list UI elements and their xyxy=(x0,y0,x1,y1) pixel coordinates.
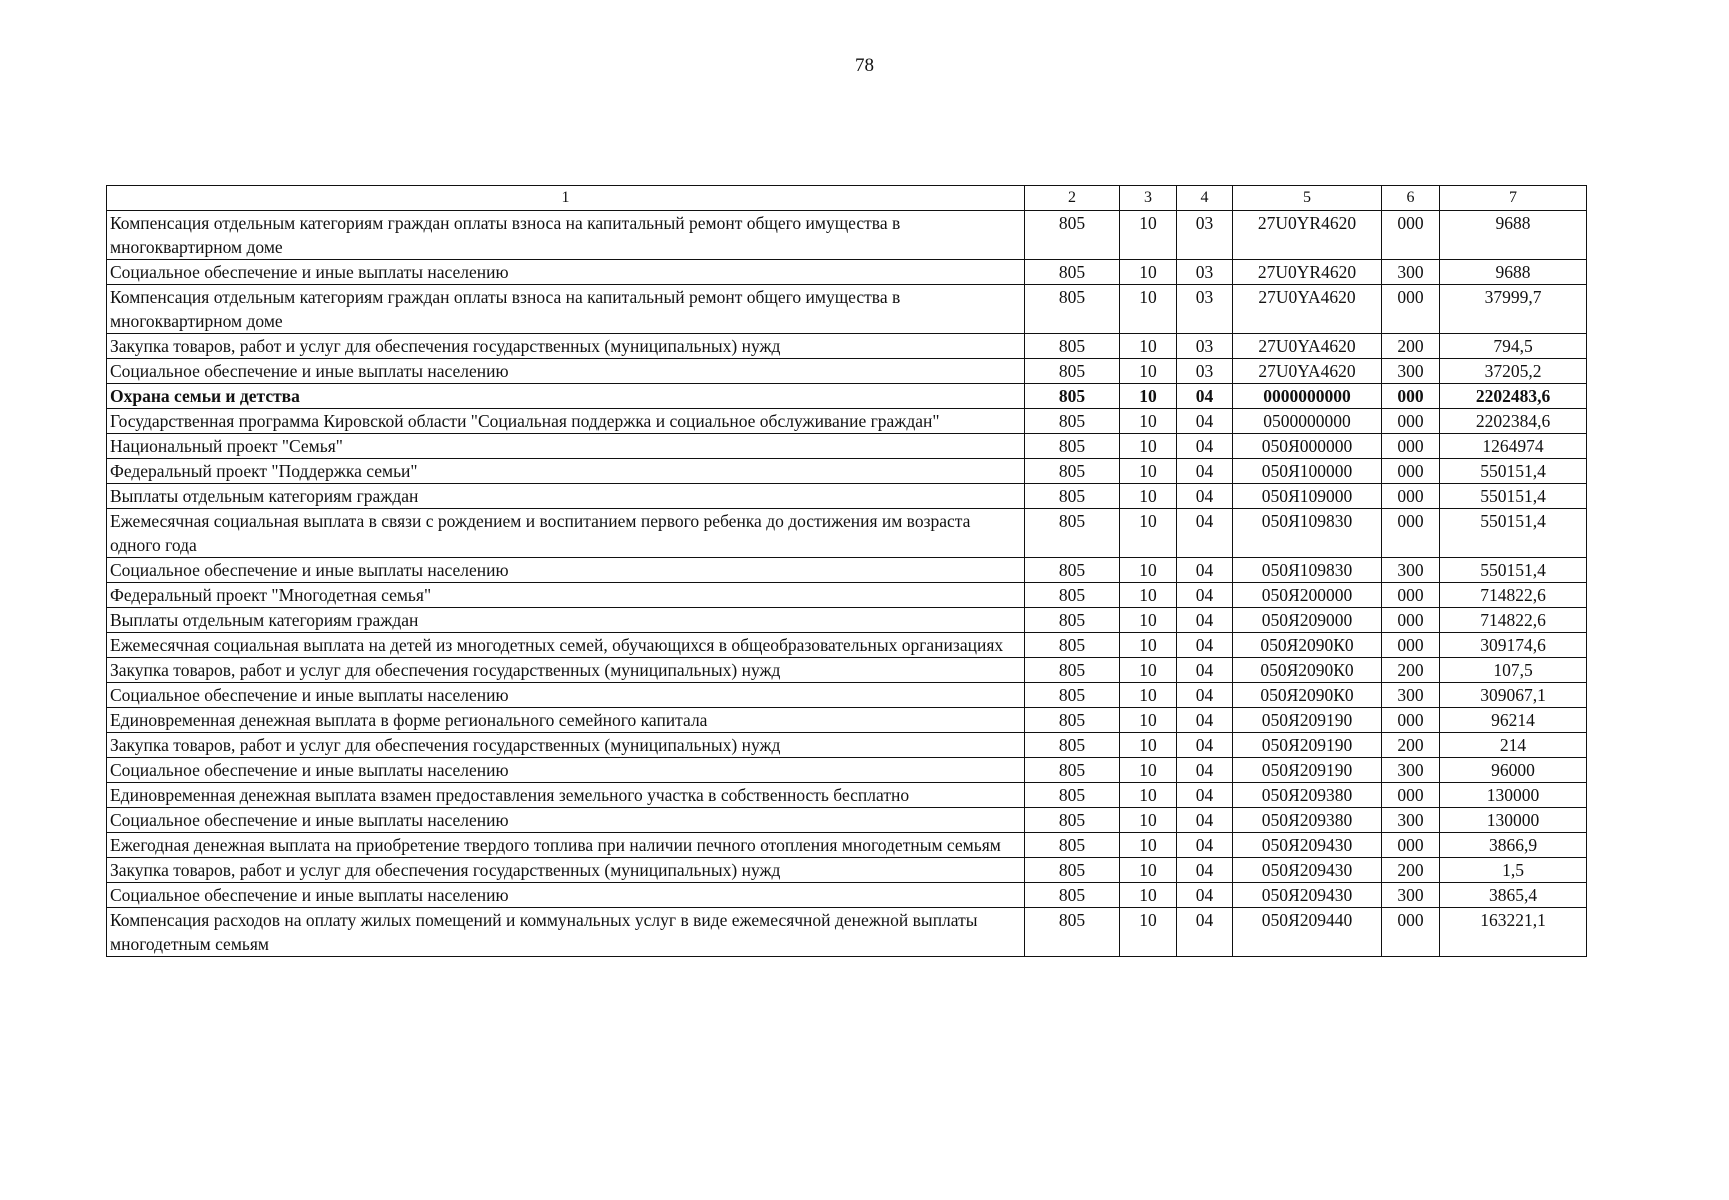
row-name: Ежемесячная социальная выплата в связи с рождением и воспитанием первого ребенка до достижения им возраста одного года xyxy=(107,509,1025,558)
cell-ministry-code: 805 xyxy=(1025,260,1120,285)
cell-amount: 96000 xyxy=(1440,758,1587,783)
table-row xyxy=(107,260,1587,285)
cell-expense-type: 000 xyxy=(1382,509,1440,558)
cell-expense-type: 300 xyxy=(1382,883,1440,908)
cell-section: 10 xyxy=(1120,908,1177,957)
row-name: Национальный проект "Семья" xyxy=(107,434,1025,459)
cell-ministry-code: 805 xyxy=(1025,285,1120,334)
cell-section: 10 xyxy=(1120,334,1177,359)
cell-expense-type: 000 xyxy=(1382,285,1440,334)
cell-target-article: 050Я2090К0 xyxy=(1233,658,1382,683)
cell-section: 10 xyxy=(1120,808,1177,833)
cell-subsection: 03 xyxy=(1177,211,1233,260)
header-col-5: 5 xyxy=(1233,186,1382,211)
cell-expense-type: 300 xyxy=(1382,359,1440,384)
header-col-2: 2 xyxy=(1025,186,1120,211)
cell-target-article: 050Я000000 xyxy=(1233,434,1382,459)
table-row xyxy=(107,658,1587,683)
cell-expense-type: 000 xyxy=(1382,484,1440,509)
table-row xyxy=(107,758,1587,783)
row-name: Закупка товаров, работ и услуг для обеспечения государственных (муниципальных) нужд xyxy=(107,658,1025,683)
cell-expense-type: 000 xyxy=(1382,608,1440,633)
row-name: Социальное обеспечение и иные выплаты населению xyxy=(107,683,1025,708)
row-name: Единовременная денежная выплата в форме регионального семейного капитала xyxy=(107,708,1025,733)
cell-amount: 2202384,6 xyxy=(1440,409,1587,434)
cell-subsection: 04 xyxy=(1177,858,1233,883)
cell-subsection: 04 xyxy=(1177,833,1233,858)
cell-subsection: 04 xyxy=(1177,708,1233,733)
cell-ministry-code: 805 xyxy=(1025,583,1120,608)
cell-expense-type: 300 xyxy=(1382,260,1440,285)
cell-subsection: 04 xyxy=(1177,783,1233,808)
cell-expense-type: 000 xyxy=(1382,708,1440,733)
cell-ministry-code: 805 xyxy=(1025,608,1120,633)
table-row xyxy=(107,359,1587,384)
cell-subsection: 04 xyxy=(1177,808,1233,833)
cell-subsection: 03 xyxy=(1177,285,1233,334)
cell-section: 10 xyxy=(1120,260,1177,285)
cell-target-article: 050Я109830 xyxy=(1233,509,1382,558)
cell-ministry-code: 805 xyxy=(1025,633,1120,658)
cell-amount: 214 xyxy=(1440,733,1587,758)
cell-amount: 550151,4 xyxy=(1440,459,1587,484)
cell-target-article: 050Я209190 xyxy=(1233,733,1382,758)
cell-ministry-code: 805 xyxy=(1025,409,1120,434)
cell-target-article: 0000000000 xyxy=(1233,384,1382,409)
cell-section: 10 xyxy=(1120,384,1177,409)
cell-expense-type: 000 xyxy=(1382,211,1440,260)
cell-amount: 714822,6 xyxy=(1440,583,1587,608)
cell-amount: 37205,2 xyxy=(1440,359,1587,384)
cell-subsection: 04 xyxy=(1177,608,1233,633)
row-name: Социальное обеспечение и иные выплаты населению xyxy=(107,260,1025,285)
cell-expense-type: 000 xyxy=(1382,583,1440,608)
cell-expense-type: 200 xyxy=(1382,658,1440,683)
cell-amount: 550151,4 xyxy=(1440,558,1587,583)
cell-target-article: 27U0YA4620 xyxy=(1233,359,1382,384)
cell-section: 10 xyxy=(1120,509,1177,558)
table-row xyxy=(107,285,1587,334)
cell-subsection: 04 xyxy=(1177,409,1233,434)
cell-target-article: 050Я209430 xyxy=(1233,858,1382,883)
table-row xyxy=(107,683,1587,708)
cell-section: 10 xyxy=(1120,783,1177,808)
cell-target-article: 050Я2090К0 xyxy=(1233,683,1382,708)
table-row xyxy=(107,334,1587,359)
cell-expense-type: 300 xyxy=(1382,808,1440,833)
cell-subsection: 03 xyxy=(1177,260,1233,285)
row-name: Социальное обеспечение и иные выплаты населению xyxy=(107,558,1025,583)
cell-target-article: 27U0YA4620 xyxy=(1233,285,1382,334)
table-row xyxy=(107,509,1587,558)
cell-section: 10 xyxy=(1120,683,1177,708)
table-row xyxy=(107,434,1587,459)
cell-amount: 130000 xyxy=(1440,808,1587,833)
cell-section: 10 xyxy=(1120,758,1177,783)
cell-amount: 714822,6 xyxy=(1440,608,1587,633)
cell-amount: 107,5 xyxy=(1440,658,1587,683)
cell-ministry-code: 805 xyxy=(1025,484,1120,509)
cell-amount: 37999,7 xyxy=(1440,285,1587,334)
cell-amount: 550151,4 xyxy=(1440,509,1587,558)
cell-section: 10 xyxy=(1120,658,1177,683)
cell-ministry-code: 805 xyxy=(1025,808,1120,833)
cell-amount: 1264974 xyxy=(1440,434,1587,459)
cell-ministry-code: 805 xyxy=(1025,833,1120,858)
budget-table xyxy=(106,185,1587,957)
row-name: Социальное обеспечение и иные выплаты населению xyxy=(107,808,1025,833)
row-name: Закупка товаров, работ и услуг для обеспечения государственных (муниципальных) нужд xyxy=(107,733,1025,758)
cell-expense-type: 200 xyxy=(1382,858,1440,883)
cell-ministry-code: 805 xyxy=(1025,359,1120,384)
cell-target-article: 050Я209430 xyxy=(1233,833,1382,858)
header-row xyxy=(107,186,1587,211)
cell-expense-type: 300 xyxy=(1382,558,1440,583)
cell-expense-type: 000 xyxy=(1382,783,1440,808)
table-row xyxy=(107,908,1587,957)
cell-subsection: 04 xyxy=(1177,758,1233,783)
table-row xyxy=(107,808,1587,833)
cell-amount: 2202483,6 xyxy=(1440,384,1587,409)
cell-expense-type: 300 xyxy=(1382,758,1440,783)
cell-ministry-code: 805 xyxy=(1025,334,1120,359)
table-row xyxy=(107,384,1587,409)
cell-ministry-code: 805 xyxy=(1025,708,1120,733)
cell-ministry-code: 805 xyxy=(1025,908,1120,957)
cell-amount: 1,5 xyxy=(1440,858,1587,883)
cell-target-article: 050Я209380 xyxy=(1233,808,1382,833)
cell-amount: 9688 xyxy=(1440,260,1587,285)
table-row xyxy=(107,733,1587,758)
cell-section: 10 xyxy=(1120,409,1177,434)
cell-expense-type: 000 xyxy=(1382,459,1440,484)
table-body xyxy=(107,211,1587,957)
table-row xyxy=(107,783,1587,808)
cell-target-article: 050Я209000 xyxy=(1233,608,1382,633)
table-row xyxy=(107,633,1587,658)
cell-target-article: 050Я109830 xyxy=(1233,558,1382,583)
cell-subsection: 04 xyxy=(1177,633,1233,658)
cell-section: 10 xyxy=(1120,359,1177,384)
cell-target-article: 050Я100000 xyxy=(1233,459,1382,484)
cell-target-article: 27U0YA4620 xyxy=(1233,334,1382,359)
table-row xyxy=(107,583,1587,608)
table-row xyxy=(107,608,1587,633)
cell-section: 10 xyxy=(1120,733,1177,758)
cell-expense-type: 000 xyxy=(1382,384,1440,409)
cell-section: 10 xyxy=(1120,583,1177,608)
cell-section: 10 xyxy=(1120,708,1177,733)
table-row xyxy=(107,833,1587,858)
cell-target-article: 050Я200000 xyxy=(1233,583,1382,608)
cell-target-article: 0500000000 xyxy=(1233,409,1382,434)
row-name: Компенсация отдельным категориям граждан оплаты взноса на капитальный ремонт общего имущества в многоквартирном доме xyxy=(107,285,1025,334)
cell-target-article: 27U0YR4620 xyxy=(1233,211,1382,260)
cell-target-article: 050Я209190 xyxy=(1233,758,1382,783)
row-name: Социальное обеспечение и иные выплаты населению xyxy=(107,758,1025,783)
table-row xyxy=(107,459,1587,484)
cell-amount: 9688 xyxy=(1440,211,1587,260)
cell-section: 10 xyxy=(1120,434,1177,459)
cell-subsection: 04 xyxy=(1177,683,1233,708)
cell-subsection: 04 xyxy=(1177,583,1233,608)
cell-ministry-code: 805 xyxy=(1025,858,1120,883)
cell-target-article: 050Я209190 xyxy=(1233,708,1382,733)
cell-expense-type: 000 xyxy=(1382,833,1440,858)
cell-expense-type: 000 xyxy=(1382,908,1440,957)
cell-amount: 309067,1 xyxy=(1440,683,1587,708)
table-row xyxy=(107,858,1587,883)
cell-amount: 309174,6 xyxy=(1440,633,1587,658)
cell-amount: 3865,4 xyxy=(1440,883,1587,908)
row-name: Закупка товаров, работ и услуг для обеспечения государственных (муниципальных) нужд xyxy=(107,858,1025,883)
table-row xyxy=(107,883,1587,908)
cell-subsection: 04 xyxy=(1177,459,1233,484)
table-row xyxy=(107,409,1587,434)
header-col-1: 1 xyxy=(107,186,1025,211)
cell-subsection: 03 xyxy=(1177,359,1233,384)
cell-ministry-code: 805 xyxy=(1025,783,1120,808)
cell-ministry-code: 805 xyxy=(1025,683,1120,708)
cell-amount: 550151,4 xyxy=(1440,484,1587,509)
row-name: Федеральный проект "Многодетная семья" xyxy=(107,583,1025,608)
table-row xyxy=(107,708,1587,733)
cell-target-article: 050Я2090К0 xyxy=(1233,633,1382,658)
cell-subsection: 04 xyxy=(1177,733,1233,758)
row-name: Ежегодная денежная выплата на приобретение твердого топлива при наличии печного отопления многодетным семьям xyxy=(107,833,1025,858)
table-row xyxy=(107,484,1587,509)
row-name: Государственная программа Кировской области "Социальная поддержка и социальное обслуживание граждан" xyxy=(107,409,1025,434)
cell-subsection: 04 xyxy=(1177,509,1233,558)
cell-subsection: 04 xyxy=(1177,484,1233,509)
cell-section: 10 xyxy=(1120,633,1177,658)
row-name: Закупка товаров, работ и услуг для обеспечения государственных (муниципальных) нужд xyxy=(107,334,1025,359)
cell-target-article: 050Я209380 xyxy=(1233,783,1382,808)
cell-target-article: 27U0YR4620 xyxy=(1233,260,1382,285)
cell-expense-type: 000 xyxy=(1382,434,1440,459)
row-name: Ежемесячная социальная выплата на детей из многодетных семей, обучающихся в общеобразовательных организациях xyxy=(107,633,1025,658)
cell-target-article: 050Я109000 xyxy=(1233,484,1382,509)
header-col-6: 6 xyxy=(1382,186,1440,211)
cell-section: 10 xyxy=(1120,858,1177,883)
cell-subsection: 04 xyxy=(1177,658,1233,683)
cell-ministry-code: 805 xyxy=(1025,434,1120,459)
cell-expense-type: 000 xyxy=(1382,633,1440,658)
cell-amount: 794,5 xyxy=(1440,334,1587,359)
cell-ministry-code: 805 xyxy=(1025,211,1120,260)
row-name: Единовременная денежная выплата взамен предоставления земельного участка в собственность бесплатно xyxy=(107,783,1025,808)
cell-subsection: 04 xyxy=(1177,384,1233,409)
cell-expense-type: 200 xyxy=(1382,334,1440,359)
cell-amount: 163221,1 xyxy=(1440,908,1587,957)
row-name: Выплаты отдельным категориям граждан xyxy=(107,484,1025,509)
cell-subsection: 04 xyxy=(1177,558,1233,583)
row-name: Выплаты отдельным категориям граждан xyxy=(107,608,1025,633)
cell-ministry-code: 805 xyxy=(1025,509,1120,558)
cell-section: 10 xyxy=(1120,285,1177,334)
cell-section: 10 xyxy=(1120,459,1177,484)
header-col-4: 4 xyxy=(1177,186,1233,211)
cell-subsection: 03 xyxy=(1177,334,1233,359)
cell-ministry-code: 805 xyxy=(1025,883,1120,908)
cell-expense-type: 200 xyxy=(1382,733,1440,758)
page-number: 78 xyxy=(855,55,874,76)
row-name: Охрана семьи и детства xyxy=(107,384,1025,409)
table-row xyxy=(107,558,1587,583)
cell-ministry-code: 805 xyxy=(1025,384,1120,409)
row-name: Социальное обеспечение и иные выплаты населению xyxy=(107,883,1025,908)
row-name: Федеральный проект "Поддержка семьи" xyxy=(107,459,1025,484)
row-name: Компенсация отдельным категориям граждан оплаты взноса на капитальный ремонт общего имущества в многоквартирном доме xyxy=(107,211,1025,260)
table-row xyxy=(107,211,1587,260)
header-col-7: 7 xyxy=(1440,186,1587,211)
row-name: Компенсация расходов на оплату жилых помещений и коммунальных услуг в виде ежемесячной денежной выплаты многодетным семьям xyxy=(107,908,1025,957)
cell-ministry-code: 805 xyxy=(1025,758,1120,783)
cell-target-article: 050Я209430 xyxy=(1233,883,1382,908)
header-col-3: 3 xyxy=(1120,186,1177,211)
cell-amount: 130000 xyxy=(1440,783,1587,808)
cell-ministry-code: 805 xyxy=(1025,558,1120,583)
cell-amount: 96214 xyxy=(1440,708,1587,733)
cell-section: 10 xyxy=(1120,883,1177,908)
cell-subsection: 04 xyxy=(1177,883,1233,908)
cell-target-article: 050Я209440 xyxy=(1233,908,1382,957)
row-name: Социальное обеспечение и иные выплаты населению xyxy=(107,359,1025,384)
cell-subsection: 04 xyxy=(1177,908,1233,957)
cell-expense-type: 300 xyxy=(1382,683,1440,708)
cell-ministry-code: 805 xyxy=(1025,459,1120,484)
cell-expense-type: 000 xyxy=(1382,409,1440,434)
cell-amount: 3866,9 xyxy=(1440,833,1587,858)
cell-section: 10 xyxy=(1120,211,1177,260)
cell-section: 10 xyxy=(1120,558,1177,583)
cell-section: 10 xyxy=(1120,484,1177,509)
cell-subsection: 04 xyxy=(1177,434,1233,459)
cell-section: 10 xyxy=(1120,608,1177,633)
cell-section: 10 xyxy=(1120,833,1177,858)
cell-ministry-code: 805 xyxy=(1025,658,1120,683)
cell-ministry-code: 805 xyxy=(1025,733,1120,758)
